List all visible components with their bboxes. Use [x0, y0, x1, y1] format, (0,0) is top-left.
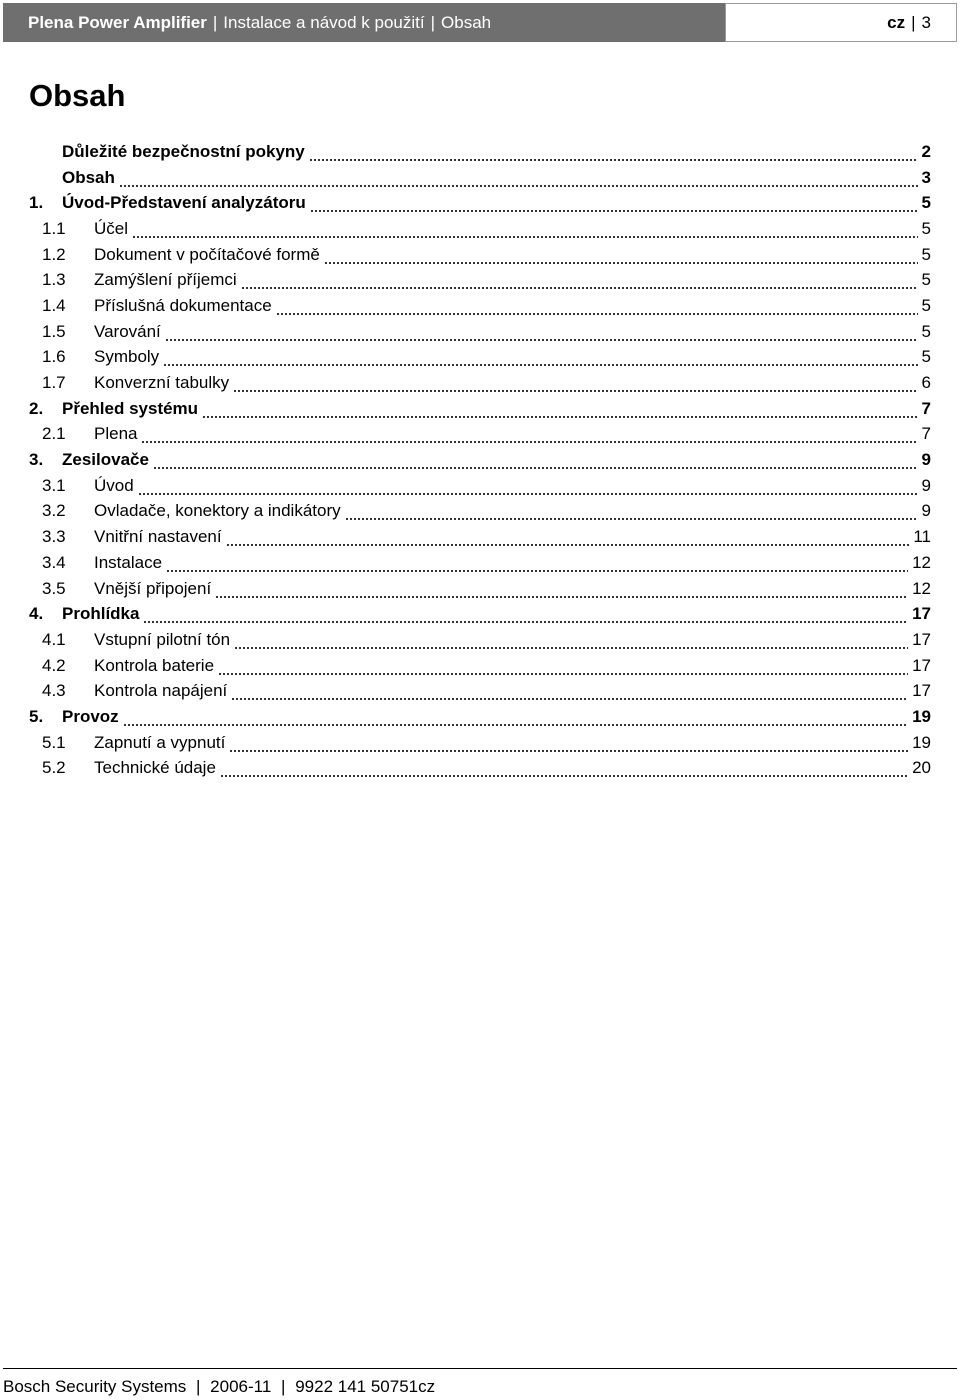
toc-entry-page: 5	[921, 321, 931, 341]
page-header	[3, 3, 957, 42]
toc-entry-page: 17	[912, 604, 931, 624]
toc-entry-title: Úvod-Představení analyzátoru	[62, 193, 306, 213]
toc-dot-leader	[229, 739, 908, 753]
header-section: Obsah	[441, 12, 492, 32]
toc-entry-number: 1.7	[42, 373, 66, 393]
toc-entry-page: 6	[921, 373, 931, 393]
toc-entry-title: Kontrola napájení	[94, 681, 228, 701]
toc-dot-leader	[310, 199, 918, 213]
toc-entry[interactable]	[29, 396, 931, 422]
toc-entry-page: 12	[912, 552, 931, 572]
toc-entry-page: 20	[912, 758, 931, 778]
page-title: Obsah	[29, 78, 126, 113]
toc-dot-leader	[166, 559, 908, 573]
header-document: Instalace a návod k použití	[223, 12, 425, 32]
toc-entry-page: 3	[921, 167, 931, 187]
toc-entry-title: Příslušná dokumentace	[94, 295, 272, 315]
header-language: cz	[887, 12, 906, 32]
header-title-bar	[3, 3, 725, 42]
footer-company: Bosch Security Systems	[3, 1377, 187, 1396]
toc-entry-number: 1.	[29, 193, 44, 213]
toc-entry[interactable]	[29, 370, 931, 396]
toc-entry[interactable]	[29, 601, 931, 627]
toc-entry[interactable]	[29, 139, 931, 165]
toc-entry[interactable]	[29, 653, 931, 679]
toc-entry-page: 5	[921, 193, 931, 213]
footer-separator: |	[281, 1377, 286, 1396]
toc-entry-number: 4.3	[42, 681, 66, 701]
toc-entry[interactable]	[29, 190, 931, 216]
toc-entry-number: 1.4	[42, 295, 66, 315]
toc-entry-page: 12	[912, 578, 931, 598]
header-page-number: 3	[921, 12, 931, 32]
toc-dot-leader	[202, 405, 917, 419]
toc-entry-page: 5	[921, 218, 931, 238]
toc-entry-number: 3.2	[42, 501, 66, 521]
toc-entry[interactable]	[29, 216, 931, 242]
toc-entry-number: 3.5	[42, 578, 66, 598]
toc-dot-leader	[226, 533, 910, 547]
toc-dot-leader	[153, 456, 918, 470]
toc-entry-page: 5	[921, 295, 931, 315]
header-separator: |	[430, 12, 436, 32]
toc-entry-number: 4.1	[42, 629, 66, 649]
toc-entry-number: 5.2	[42, 758, 66, 778]
toc-entry-number: 2.	[29, 398, 44, 418]
header-separator: |	[212, 12, 218, 32]
toc-entry-title: Důležité bezpečnostní pokyny	[62, 141, 305, 161]
toc-entry[interactable]	[29, 242, 931, 268]
toc-entry[interactable]	[29, 447, 931, 473]
toc-entry-title: Ovladače, konektory a indikátory	[94, 501, 341, 521]
toc-entry[interactable]	[29, 550, 931, 576]
toc-dot-leader	[119, 174, 918, 188]
toc-dot-leader	[123, 713, 908, 727]
toc-dot-leader	[165, 328, 918, 342]
toc-entry-page: 5	[921, 244, 931, 264]
toc-entry-title: Instalace	[94, 552, 163, 572]
toc-entry-number: 1.2	[42, 244, 66, 264]
toc-dot-leader	[220, 764, 908, 778]
toc-entry[interactable]	[29, 678, 931, 704]
toc-entry-number: 4.	[29, 604, 44, 624]
toc-entry-number: 5.	[29, 706, 44, 726]
toc-entry[interactable]	[29, 422, 931, 448]
toc-dot-leader	[132, 225, 918, 239]
toc-entry-title: Varování	[94, 321, 161, 341]
toc-entry-number: 3.4	[42, 552, 66, 572]
toc-dot-leader	[345, 507, 918, 521]
toc-entry-number: 3.	[29, 450, 44, 470]
toc-entry[interactable]	[29, 756, 931, 782]
toc-dot-leader	[324, 251, 918, 265]
toc-entry-page: 9	[921, 475, 931, 495]
toc-entry-title: Účel	[94, 218, 129, 238]
toc-entry-page: 19	[912, 706, 931, 726]
toc-entry-title: Vstupní pilotní tón	[94, 629, 231, 649]
toc-entry-number: 1.3	[42, 270, 66, 290]
toc-dot-leader	[141, 430, 917, 444]
toc-entry-page: 9	[921, 501, 931, 521]
toc-dot-leader	[276, 302, 918, 316]
toc-entry-page: 9	[921, 450, 931, 470]
toc-entry-page: 7	[921, 398, 931, 418]
toc-dot-leader	[143, 610, 908, 624]
toc-entry-page: 11	[913, 527, 931, 547]
toc-entry-title: Zamýšlení příjemci	[94, 270, 237, 290]
toc-entry-page: 2	[921, 141, 931, 161]
toc-entry-title: Prohlídka	[62, 604, 140, 624]
toc-entry[interactable]	[29, 499, 931, 525]
toc-entry[interactable]	[29, 576, 931, 602]
toc-entry-title: Přehled systému	[62, 398, 199, 418]
footer-doc-number: 9922 141 50751cz	[295, 1377, 436, 1396]
toc-entry-page: 17	[912, 681, 931, 701]
toc-dot-leader	[163, 353, 917, 367]
toc-entry-title: Vnitřní nastavení	[94, 527, 222, 547]
toc-entry[interactable]	[29, 165, 931, 191]
toc-entry-title: Plena	[94, 424, 138, 444]
toc-entry[interactable]	[29, 704, 931, 730]
toc-entry-number: 3.3	[42, 527, 66, 547]
toc-entry[interactable]	[29, 524, 931, 550]
toc-entry-title: Vnější připojení	[94, 578, 212, 598]
toc-entry-title: Symboly	[94, 347, 160, 367]
toc-entry[interactable]	[29, 730, 931, 756]
toc-dot-leader	[138, 482, 918, 496]
header-separator: |	[911, 12, 916, 32]
toc-entry-page: 5	[921, 347, 931, 367]
toc-entry-title: Zesilovače	[62, 450, 149, 470]
toc-entry-title: Kontrola baterie	[94, 655, 215, 675]
toc-entry-page: 19	[912, 732, 931, 752]
header-page-box	[725, 3, 957, 42]
toc-entry-page: 17	[912, 629, 931, 649]
header-product: Plena Power Amplifier	[28, 12, 207, 32]
toc-dot-leader	[233, 379, 917, 393]
toc-entry[interactable]	[29, 473, 931, 499]
toc-dot-leader	[218, 662, 908, 676]
toc-entry-page: 17	[912, 655, 931, 675]
toc-dot-leader	[234, 636, 908, 650]
toc-entry-number: 5.1	[42, 732, 66, 752]
toc-dot-leader	[309, 148, 918, 162]
toc-dot-leader	[241, 276, 918, 290]
toc-dot-leader	[215, 585, 908, 599]
toc-entry-page: 7	[921, 424, 931, 444]
page-footer	[3, 1377, 435, 1397]
toc-entry-title: Technické údaje	[94, 758, 216, 778]
toc-entry-number: 3.1	[42, 475, 66, 495]
footer-date: 2006-11	[210, 1377, 272, 1396]
toc-entry[interactable]	[29, 627, 931, 653]
toc-entry-title: Zapnutí a vypnutí	[94, 732, 226, 752]
toc-dot-leader	[231, 687, 908, 701]
toc-entry-number: 1.5	[42, 321, 66, 341]
toc-entry-number: 1.6	[42, 347, 66, 367]
toc-entry-number: 4.2	[42, 655, 66, 675]
toc-entry[interactable]	[29, 267, 931, 293]
footer-separator: |	[196, 1377, 201, 1396]
table-of-contents	[29, 139, 931, 781]
toc-entry-title: Provoz	[62, 706, 119, 726]
toc-entry-number: 2.1	[42, 424, 66, 444]
toc-entry[interactable]	[29, 319, 931, 345]
footer-divider	[3, 1368, 957, 1369]
toc-entry-title: Dokument v počítačové formě	[94, 244, 320, 264]
toc-entry-title: Úvod	[94, 475, 134, 495]
toc-entry[interactable]	[29, 293, 931, 319]
toc-entry-page: 5	[921, 270, 931, 290]
toc-entry[interactable]	[29, 345, 931, 371]
toc-entry-title: Konverzní tabulky	[94, 373, 230, 393]
toc-entry-number: 1.1	[42, 218, 66, 238]
toc-entry-title: Obsah	[62, 167, 115, 187]
